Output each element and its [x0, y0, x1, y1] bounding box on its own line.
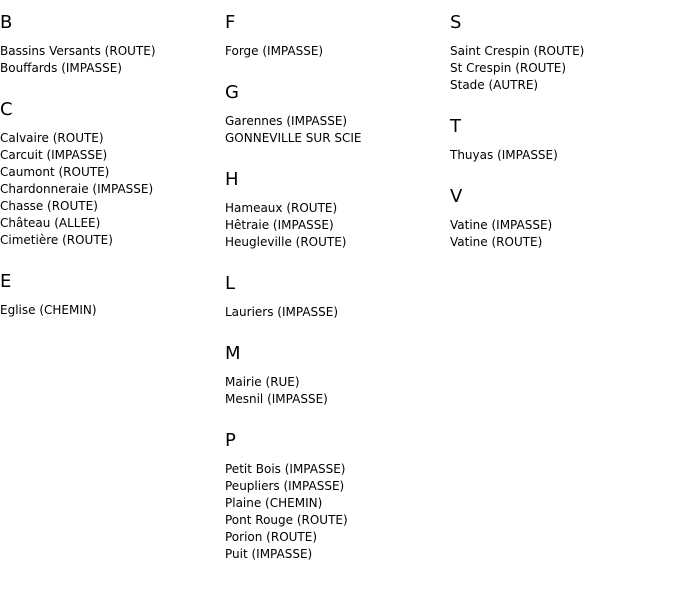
letter-group-f — [225, 12, 450, 60]
index-column-2 — [225, 12, 450, 585]
letter-group-t — [450, 116, 675, 164]
street-link[interactable]: Hêtraie (IMPASSE) — [225, 218, 334, 232]
street-link[interactable]: Mairie (RUE) — [225, 375, 300, 389]
letter-heading: T — [450, 116, 461, 137]
street-link[interactable]: Petit Bois (IMPASSE) — [225, 462, 346, 476]
street-link[interactable]: Peupliers (IMPASSE) — [225, 479, 345, 493]
street-link[interactable]: Bouffards (IMPASSE) — [0, 61, 122, 75]
letter-heading: V — [450, 186, 463, 207]
street-link[interactable]: Pont Rouge (ROUTE) — [225, 513, 348, 527]
letter-group-p — [225, 430, 450, 563]
street-link[interactable]: Plaine (CHEMIN) — [225, 496, 323, 510]
street-link[interactable]: Heugleville (ROUTE) — [225, 235, 347, 249]
letter-heading: C — [0, 99, 13, 120]
street-link[interactable]: Garennes (IMPASSE) — [225, 114, 348, 128]
street-link[interactable]: Lauriers (IMPASSE) — [225, 305, 339, 319]
street-link[interactable]: Forge (IMPASSE) — [225, 44, 324, 58]
letter-group-s — [450, 12, 675, 94]
letter-heading: L — [225, 273, 236, 294]
street-link[interactable]: Porion (ROUTE) — [225, 530, 318, 544]
street-link[interactable]: Chasse (ROUTE) — [0, 199, 98, 213]
index-column-1 — [0, 12, 225, 341]
letter-heading: E — [0, 271, 12, 292]
street-link[interactable]: Cimetière (ROUTE) — [0, 233, 113, 247]
letter-heading: S — [450, 12, 462, 33]
letter-group-e — [0, 271, 225, 319]
street-link[interactable]: Carcuit (IMPASSE) — [0, 148, 108, 162]
letter-group-c — [0, 99, 225, 249]
letter-heading: H — [225, 169, 239, 190]
letter-heading: P — [225, 430, 236, 451]
street-link[interactable]: Vatine (IMPASSE) — [450, 218, 553, 232]
street-link[interactable]: Puit (IMPASSE) — [225, 547, 313, 561]
street-link[interactable]: Chardonneraie (IMPASSE) — [0, 182, 154, 196]
letter-group-g — [225, 82, 450, 147]
street-link[interactable]: Saint Crespin (ROUTE) — [450, 44, 585, 58]
letter-group-v — [450, 186, 675, 251]
index-column-3 — [450, 12, 675, 273]
letter-group-m — [225, 343, 450, 408]
street-link[interactable]: Vatine (ROUTE) — [450, 235, 543, 249]
letter-group-l — [225, 273, 450, 321]
street-link[interactable]: Thuyas (IMPASSE) — [450, 148, 558, 162]
street-link[interactable]: Bassins Versants (ROUTE) — [0, 44, 156, 58]
letter-heading: M — [225, 343, 241, 364]
street-link[interactable]: Eglise (CHEMIN) — [0, 303, 97, 317]
street-link[interactable]: St Crespin (ROUTE) — [450, 61, 567, 75]
street-link[interactable]: Château (ALLEE) — [0, 216, 101, 230]
street-link[interactable]: Mesnil (IMPASSE) — [225, 392, 328, 406]
letter-group-h — [225, 169, 450, 251]
letter-heading: G — [225, 82, 239, 103]
street-link[interactable]: Hameaux (ROUTE) — [225, 201, 338, 215]
street-link[interactable]: Stade (AUTRE) — [450, 78, 539, 92]
letter-group-b — [0, 12, 225, 77]
street-link[interactable]: GONNEVILLE SUR SCIE — [225, 131, 362, 145]
letter-heading: B — [0, 12, 13, 33]
street-link[interactable]: Caumont (ROUTE) — [0, 165, 110, 179]
street-link[interactable]: Calvaire (ROUTE) — [0, 131, 104, 145]
letter-heading: F — [225, 12, 236, 33]
